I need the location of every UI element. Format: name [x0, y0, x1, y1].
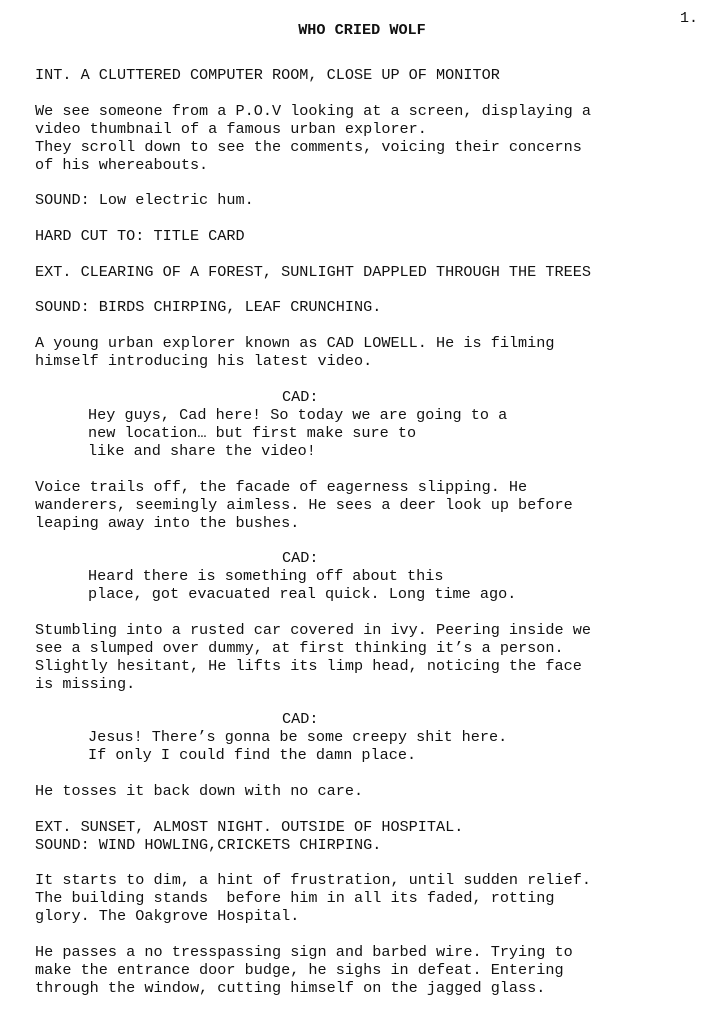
transition: HARD CUT TO: TITLE CARD [35, 227, 245, 245]
scene-heading: INT. A CLUTTERED COMPUTER ROOM, CLOSE UP OF MONITOR [35, 66, 500, 84]
action-paragraph: We see someone from a P.O.V looking at a screen, displaying a video thumbnail of a famous urban explorer. They scroll down to see the comments, voicing their concerns of his whereabouts. [35, 102, 591, 174]
script-title: WHO CRIED WOLF [298, 21, 426, 39]
action-paragraph: It starts to dim, a hint of frustration, until sudden relief. The building stands before him in all its faded, rotting glory. The Oakgrove Hospital. [35, 871, 591, 925]
action-paragraph: He tosses it back down with no care. [35, 782, 364, 800]
action-paragraph: Stumbling into a rusted car covered in ivy. Peering inside we see a slumped over dummy, at first thinking it’s a person. Slightly hesitant, He lifts its limp head, noticing the face is missing. [35, 621, 591, 693]
scene-heading: EXT. SUNSET, ALMOST NIGHT. OUTSIDE OF HOSPITAL. SOUND: WIND HOWLING,CRICKETS CHIRPING. [35, 818, 464, 854]
dialogue: Hey guys, Cad here! So today we are going to a new location… but first make sure to like and share the video! [88, 406, 508, 460]
action-paragraph: A young urban explorer known as CAD LOWELL. He is filming himself introducing his latest video. [35, 334, 555, 370]
action-paragraph: He passes a no tresspassing sign and barbed wire. Trying to make the entrance door budge, he sighs in defeat. Entering through the window, cutting himself on the jagged glass. [35, 943, 573, 997]
action-paragraph: SOUND: Low electric hum. [35, 191, 254, 209]
dialogue: Jesus! There’s gonna be some creepy shit here. If only I could find the damn place. [88, 728, 508, 764]
scene-heading: EXT. CLEARING OF A FOREST, SUNLIGHT DAPPLED THROUGH THE TREES [35, 263, 591, 281]
character-name: CAD: [282, 388, 319, 406]
page-number: 1. [679, 10, 698, 27]
character-name: CAD: [282, 710, 319, 728]
dialogue: Heard there is something off about this place, got evacuated real quick. Long time ago. [88, 567, 517, 603]
action-paragraph: Voice trails off, the facade of eagerness slipping. He wanderers, seemingly aimless. He sees a deer look up before leaping away into the bushes. [35, 478, 573, 532]
character-name: CAD: [282, 549, 319, 567]
action-paragraph: SOUND: BIRDS CHIRPING, LEAF CRUNCHING. [35, 298, 382, 316]
